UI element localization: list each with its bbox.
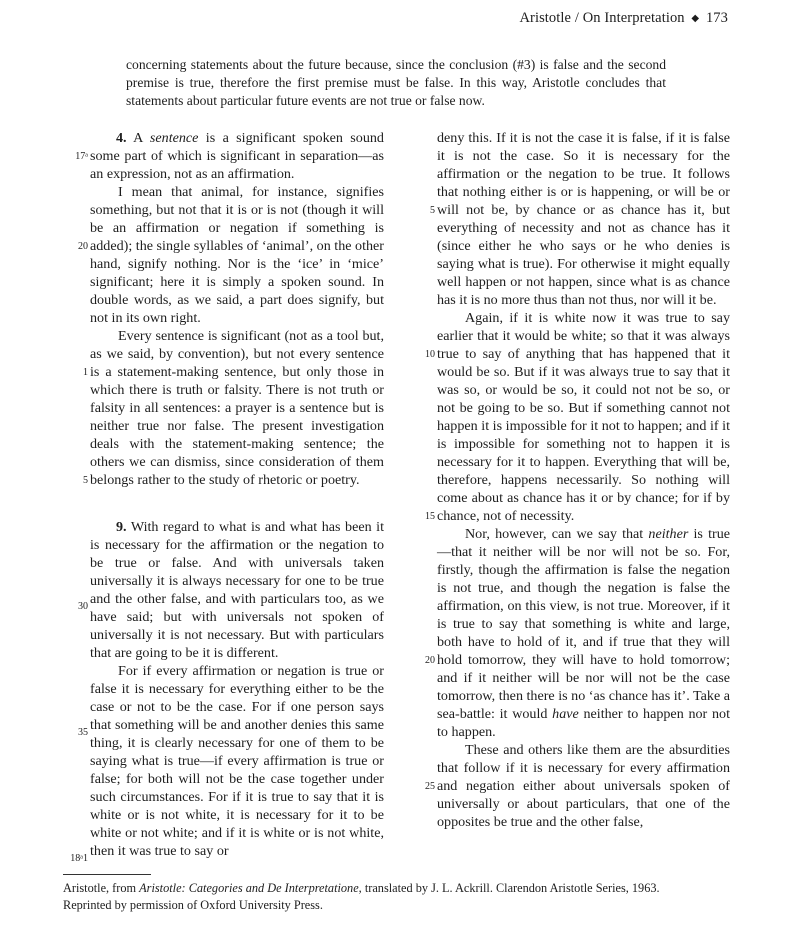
margin-number: 25 bbox=[425, 781, 435, 792]
text-run: is true—that it neither will be nor will not be so. For, firstly, though the affirmation is false the negation is not true, and though the negation is false the affirmation, on this view, is not true. Moreover, if it is true to say that something is white and large, both have to hold of it, and if true that they will hold tomorrow, they will have to hold tomorrow; and if it neither will be nor will not be the case tomorrow, then there is no ‘as chance has it’. Take a sea-battle: it would bbox=[437, 526, 730, 722]
margin-number: 35 bbox=[78, 727, 88, 738]
text-run: A bbox=[133, 130, 150, 146]
text-run: Aristotle, from bbox=[63, 881, 140, 895]
margin-number: 5 bbox=[83, 475, 88, 486]
text-run: translated by J. L. Ackrill. Clarendon Aristotle Series, 1963. bbox=[361, 881, 660, 895]
margin-number: 1 bbox=[83, 367, 88, 378]
section-4-paragraph-2: I mean that animal, for instance, signifies something, but not that it is or is not (though it will be an affirmation or negation if something is added); the single syllables of ‘animal’, on the other hand, signify nothing. Nor is the ‘ice’ in ‘mice’ significant; here it is simply a spoken sound. In double words, as we said, a part does signify, but not in its own right. bbox=[90, 184, 384, 326]
header-title: On Interpretation bbox=[582, 10, 685, 26]
emphasis-neither: neither bbox=[648, 526, 689, 542]
section-9-paragraph-1 bbox=[90, 518, 384, 662]
right-paragraph-2: Again, if it is white now it was true to say earlier that it would be white; so that it was always true to say of anything that has happened that it would be so. But if it was always true to say that it was so, or would be so, it could not not be so, or not be going to be so. But if something cannot not happen it is impossible for it not to happen; and if it is impossible for something not to happen it is necessary for it to happen. Everything that will be, therefore, happens necessarily. So nothing will come about as chance has it or by chance; for if by chance, not of necessity. bbox=[437, 310, 730, 524]
text-run: With regard to what is and what has been it is necessary for the affirmation or the negation to be true or false. And with universals taken universally it is always necessary for one to be true and the other false, and with particulars too, as we have said; but with universals not spoken of universally it is not necessary. But with particulars that are going to be it is different. bbox=[90, 519, 384, 661]
footnote-credit bbox=[63, 880, 743, 914]
margin-number: 5 bbox=[430, 205, 435, 216]
text-run: is a significant spoken sound some part of which is significant in separation—as an expression, not as an affirmation. bbox=[90, 130, 384, 182]
section-number-9: 9. bbox=[116, 519, 127, 535]
text-run: Reprinted by permission of Oxford University Press. bbox=[63, 898, 323, 912]
section-9-paragraph-2: For if every affirmation or negation is true or false it is necessary for everything either to be the case or not to be the case. For if one person says that something will be and another denies this same thing, it is clearly necessary for one of them to be saying what is true—if every affirmation is true or false; for both will not be the case together under such circumstances. For if it is true to say that it is white or is not white, it is necessary for it to be white or not white; and if it is white or is not white, then it was true to say or bbox=[90, 663, 384, 859]
margin-number: 20 bbox=[425, 655, 435, 666]
margin-number: 30 bbox=[78, 601, 88, 612]
margin-number: 17ᵃ bbox=[75, 151, 88, 162]
section-4-paragraph-1 bbox=[90, 129, 384, 183]
margin-number: 18ᵃ1 bbox=[70, 853, 88, 864]
page-number: 173 bbox=[705, 10, 728, 26]
emphasis-sentence: sentence bbox=[149, 130, 199, 146]
margin-number: 20 bbox=[78, 241, 88, 252]
section-number-4: 4. bbox=[116, 130, 127, 146]
section-4-paragraph-3: Every sentence is significant (not as a tool but, as we said, by convention), but not every sentence is a statement-making sentence, but only those in which there is truth or falsity. There is not truth or falsity in all sentences: a prayer is a sentence but is neither true nor false. The present investigation deals with the statement-making sentence; the others we can dismiss, since consideration of them belongs rather to the study of rhetoric or poetry. bbox=[90, 328, 384, 488]
intro-paragraph: concerning statements about the future because, since the conclusion (#3) is false and the second premise is true, therefore the first premise must be false. In this way, Aristotle concludes that statements about particular future events are not true or false now. bbox=[126, 57, 666, 108]
margin-number: 15 bbox=[425, 511, 435, 522]
right-paragraph-3 bbox=[437, 525, 730, 741]
header-separator: / bbox=[574, 10, 579, 26]
section-gap bbox=[90, 489, 384, 518]
right-paragraph-4: These and others like them are the absurdities that follow if it is necessary for every affirmation and negation either about universals spoken of universally or about particulars, that one of the opposites be true and the other false, bbox=[437, 742, 730, 830]
right-paragraph-1: deny this. If it is not the case it is false, if it is false it is not the case. So it is necessary for the affirmation or the negation to be true. It follows that nothing either is or is happening, or will be or will not be, by chance or as chance has it, but everything of necessity and not as chance has it (since either he who says or he who denies is saying what is true). For otherwise it might equally well happen or not happen, since what is as chance has it is no more thus than not thus, nor will it be. bbox=[437, 130, 730, 308]
emphasis-have: have bbox=[552, 706, 579, 722]
left-column bbox=[70, 129, 384, 864]
text-run: neither to happen nor not to happen. bbox=[437, 706, 730, 740]
diamond-icon: ◆ bbox=[691, 13, 700, 24]
text-run: Nor, however, can we say that bbox=[465, 526, 649, 542]
footnote-rule bbox=[63, 874, 151, 875]
running-head bbox=[519, 10, 728, 27]
book-title: Aristotle: Categories and De Interpretatione, bbox=[139, 881, 362, 895]
header-author: Aristotle bbox=[519, 10, 572, 26]
right-column bbox=[425, 129, 730, 831]
margin-number: 10 bbox=[425, 349, 435, 360]
